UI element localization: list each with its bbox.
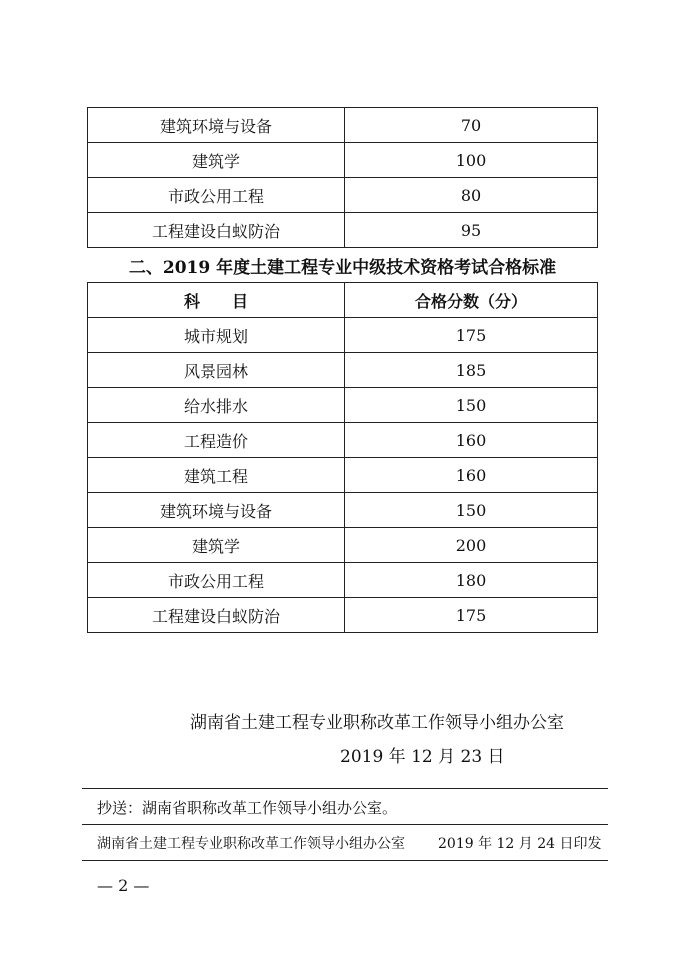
table-row [88, 458, 598, 493]
table-row [88, 353, 598, 388]
table-row [88, 563, 598, 598]
subject-cell: 风景园林 [88, 353, 345, 388]
table-row [88, 598, 598, 633]
divider-top [82, 788, 608, 789]
table-header-row [88, 283, 598, 318]
score-cell: 150 [345, 388, 598, 423]
score-cell: 95 [345, 213, 598, 248]
issue-date: 2019 年 12 月 24 日印发 [438, 836, 602, 852]
section-title: 二、2019 年度土建工程专业中级技术资格考试合格标准 [128, 258, 557, 278]
score-cell: 160 [345, 423, 598, 458]
score-cell: 180 [345, 563, 598, 598]
header-subject: 科 目 [88, 283, 345, 318]
subject-cell: 建筑学 [88, 143, 345, 178]
table-row [88, 213, 598, 248]
header-score: 合格分数（分） [345, 283, 598, 318]
issuer-org: 湖南省土建工程专业职称改革工作领导小组办公室 [97, 836, 405, 852]
score-cell: 200 [345, 528, 598, 563]
table-row [88, 528, 598, 563]
subject-cell: 市政公用工程 [88, 563, 345, 598]
subject-cell: 工程建设白蚁防治 [88, 213, 345, 248]
subject-cell: 建筑环境与设备 [88, 493, 345, 528]
table-row [88, 178, 598, 213]
table-row [88, 423, 598, 458]
divider-bottom [82, 860, 608, 861]
subject-cell: 建筑学 [88, 528, 345, 563]
score-cell: 160 [345, 458, 598, 493]
table-row [88, 388, 598, 423]
score-cell: 175 [345, 598, 598, 633]
table-row [88, 108, 598, 143]
page-number: — 2 — [97, 876, 150, 895]
score-cell: 100 [345, 143, 598, 178]
subject-cell: 工程造价 [88, 423, 345, 458]
score-cell: 70 [345, 108, 598, 143]
score-table-continued [87, 107, 598, 248]
score-table-intermediate [87, 282, 598, 633]
signature-date: 2019 年 12 月 23 日 [340, 747, 505, 767]
subject-cell: 城市规划 [88, 318, 345, 353]
subject-cell: 建筑工程 [88, 458, 345, 493]
cc-line: 抄送：湖南省职称改革工作领导小组办公室。 [97, 799, 398, 817]
subject-cell: 工程建设白蚁防治 [88, 598, 345, 633]
subject-cell: 建筑环境与设备 [88, 108, 345, 143]
signature-organization: 湖南省土建工程专业职称改革工作领导小组办公室 [190, 713, 564, 733]
score-cell: 150 [345, 493, 598, 528]
score-cell: 80 [345, 178, 598, 213]
score-cell: 175 [345, 318, 598, 353]
table-row [88, 318, 598, 353]
subject-cell: 给水排水 [88, 388, 345, 423]
score-cell: 185 [345, 353, 598, 388]
subject-cell: 市政公用工程 [88, 178, 345, 213]
table-row [88, 143, 598, 178]
table-row [88, 493, 598, 528]
divider-middle [82, 824, 608, 825]
